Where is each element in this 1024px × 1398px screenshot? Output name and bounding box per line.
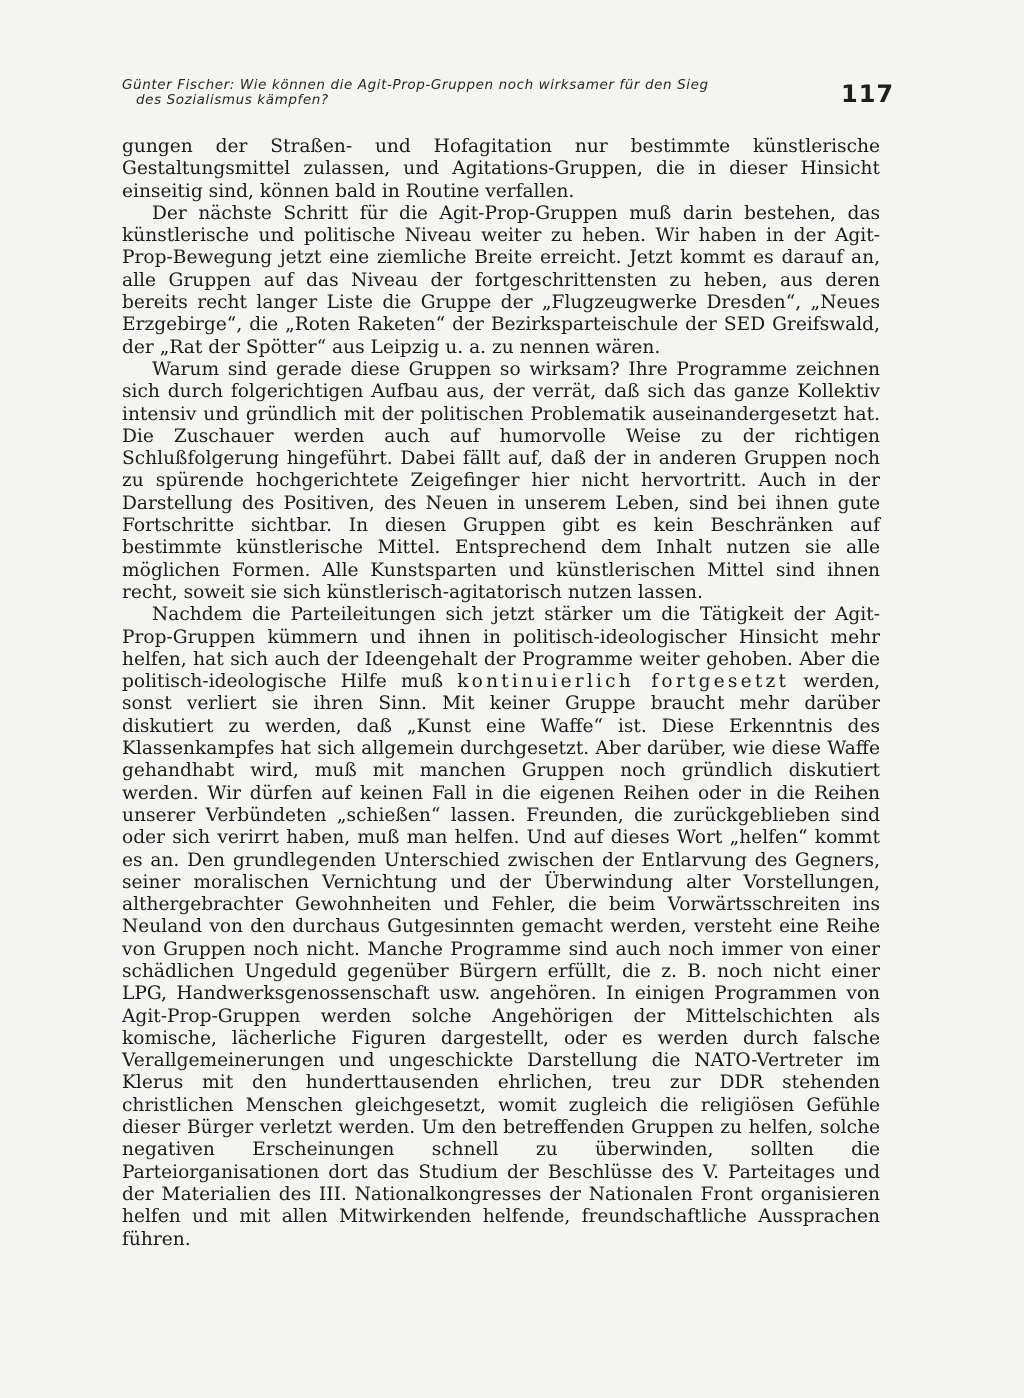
paragraph-1: gungen der Straßen- und Hofagitation nur bestimmte künstlerische Gestaltungsmittel zulassen, und Agitations-Gruppen, die in dieser Hinsicht einseitig sind, können bald in Routine verfallen. [122, 136, 880, 202]
running-head [122, 78, 862, 108]
paragraph-4 [122, 604, 880, 1251]
paragraph-3: Warum sind gerade diese Gruppen so wirksam? Ihre Programme zeichnen sich durch folgerichtigen Aufbau aus, der verrät, daß sich das ganze Kollektiv intensiv und gründlich mit der politischen Problematik auseinandergesetzt hat. Die Zuschauer werden auch auf humorvolle Weise zu der richtigen Schlußfolgerung hingeführt. Dabei fällt auf, daß der in anderen Gruppen noch zu spürende hochgerichtete Zeigefinger hier nicht hervortritt. Auch in der Darstellung des Positiven, des Neuen in unserem Leben, sind bei ihnen gute Fortschritte sichtbar. In diesen Gruppen gibt es kein Beschränken auf bestimmte künstlerische Mittel. Entsprechend dem Inhalt nutzen sie alle möglichen Formen. Alle Kunstsparten und künstlerischen Mittel sind ihnen recht, soweit sie sich künstlerisch-agitatorisch nutzen lassen. [122, 358, 880, 603]
running-head-line-2: des Sozialismus kämpfen? [136, 92, 329, 108]
paragraph-4-part-1: Nachdem die Parteileitungen sich jetzt stärker um die Tätigkeit der Agit-Prop-Gruppen kümmern und ihnen in politisch-ideologischer Hinsicht mehr helfen, hat sich auch der Ideengehalt der Programme weiter gehoben. Aber die politisch-ideologische Hilfe muß [122, 604, 880, 693]
paragraph-4-part-2: werden, sonst verliert sie ihren Sinn. Mit keiner Gruppe braucht mehr darüber diskutiert zu werden, daß „Kunst eine Waffe“ ist. Diese Erkenntnis des Klassenkampfes hat sich allgemein durchgesetzt. Aber darüber, wie diese Waffe gehandhabt wird, muß mit manchen Gruppen noch gründlich diskutiert werden. Wir dürfen auf keinen Fall in die eigenen Reihen oder in die Reihen unserer Verbündeten „schießen“ lassen. Freunden, die zurückgeblieben sind oder sich verirrt haben, muß man helfen. Und auf dieses Wort „helfen“ kommt es an. Den grundlegenden Unterschied zwischen der Entlarvung des Gegners, seiner moralischen Vernichtung und der Überwindung alter Vorstellungen, althergebrachter Gewohnheiten und Fehler, die beim Vorwärtsschreiten ins Neuland von den durchaus Gutgesinnten gemacht werden, versteht eine Reihe von Gruppen noch nicht. Manche Programme sind auch noch immer von einer schädlichen Ungeduld gegenüber Bürgern erfüllt, die z. B. noch nicht einer LPG, Handwerksgenossenschaft usw. angehören. In einigen Programmen von Agit-Prop-Gruppen werden solche Angehörigen der Mittelschichten als komische, lächerliche Figuren dargestellt, oder es werden durch falsche Verallgemeinerungen und ungeschickte Darstellung die NATO-Vertreter im Klerus mit den hunderttausenden ehrlichen, treu zur DDR stehenden christlichen Menschen gleichgesetzt, womit zugleich die religiösen Gefühle dieser Bürger verletzt werden. Um den betreffenden Gruppen zu helfen, solche negativen Erscheinungen schnell zu überwinden, sollten die Parteiorganisationen dort das Studium der Beschlüsse des V. Parteitages und der Materialien des III. Nationalkongresses der Nationalen Front organisieren helfen und mit allen Mitwirkenden helfende, freundschaftliche Aussprachen führen. [122, 671, 880, 1250]
emphasized-phrase: kontinuierlich fortgesetzt [457, 671, 790, 693]
page-number: 117 [841, 80, 895, 108]
body-text [122, 136, 880, 1251]
running-head-line-1: Günter Fischer: Wie können die Agit-Prop-Gruppen noch wirksamer für den Sieg [122, 77, 709, 93]
paragraph-2: Der nächste Schritt für die Agit-Prop-Gruppen muß darin bestehen, das künstlerische und politische Niveau weiter zu heben. Wir haben in der Agit-Prop-Bewegung jetzt eine ziemliche Breite erreicht. Jetzt kommt es darauf an, alle Gruppen auf das Niveau der fortgeschrittensten zu heben, aus deren bereits recht langer Liste die Gruppe der „Flugzeugwerke Dresden“, „Neues Erzgebirge“, die „Roten Raketen“ der Bezirksparteischule der SED Greifswald, der „Rat der Spötter“ aus Leipzig u. a. zu nennen wären. [122, 202, 880, 358]
